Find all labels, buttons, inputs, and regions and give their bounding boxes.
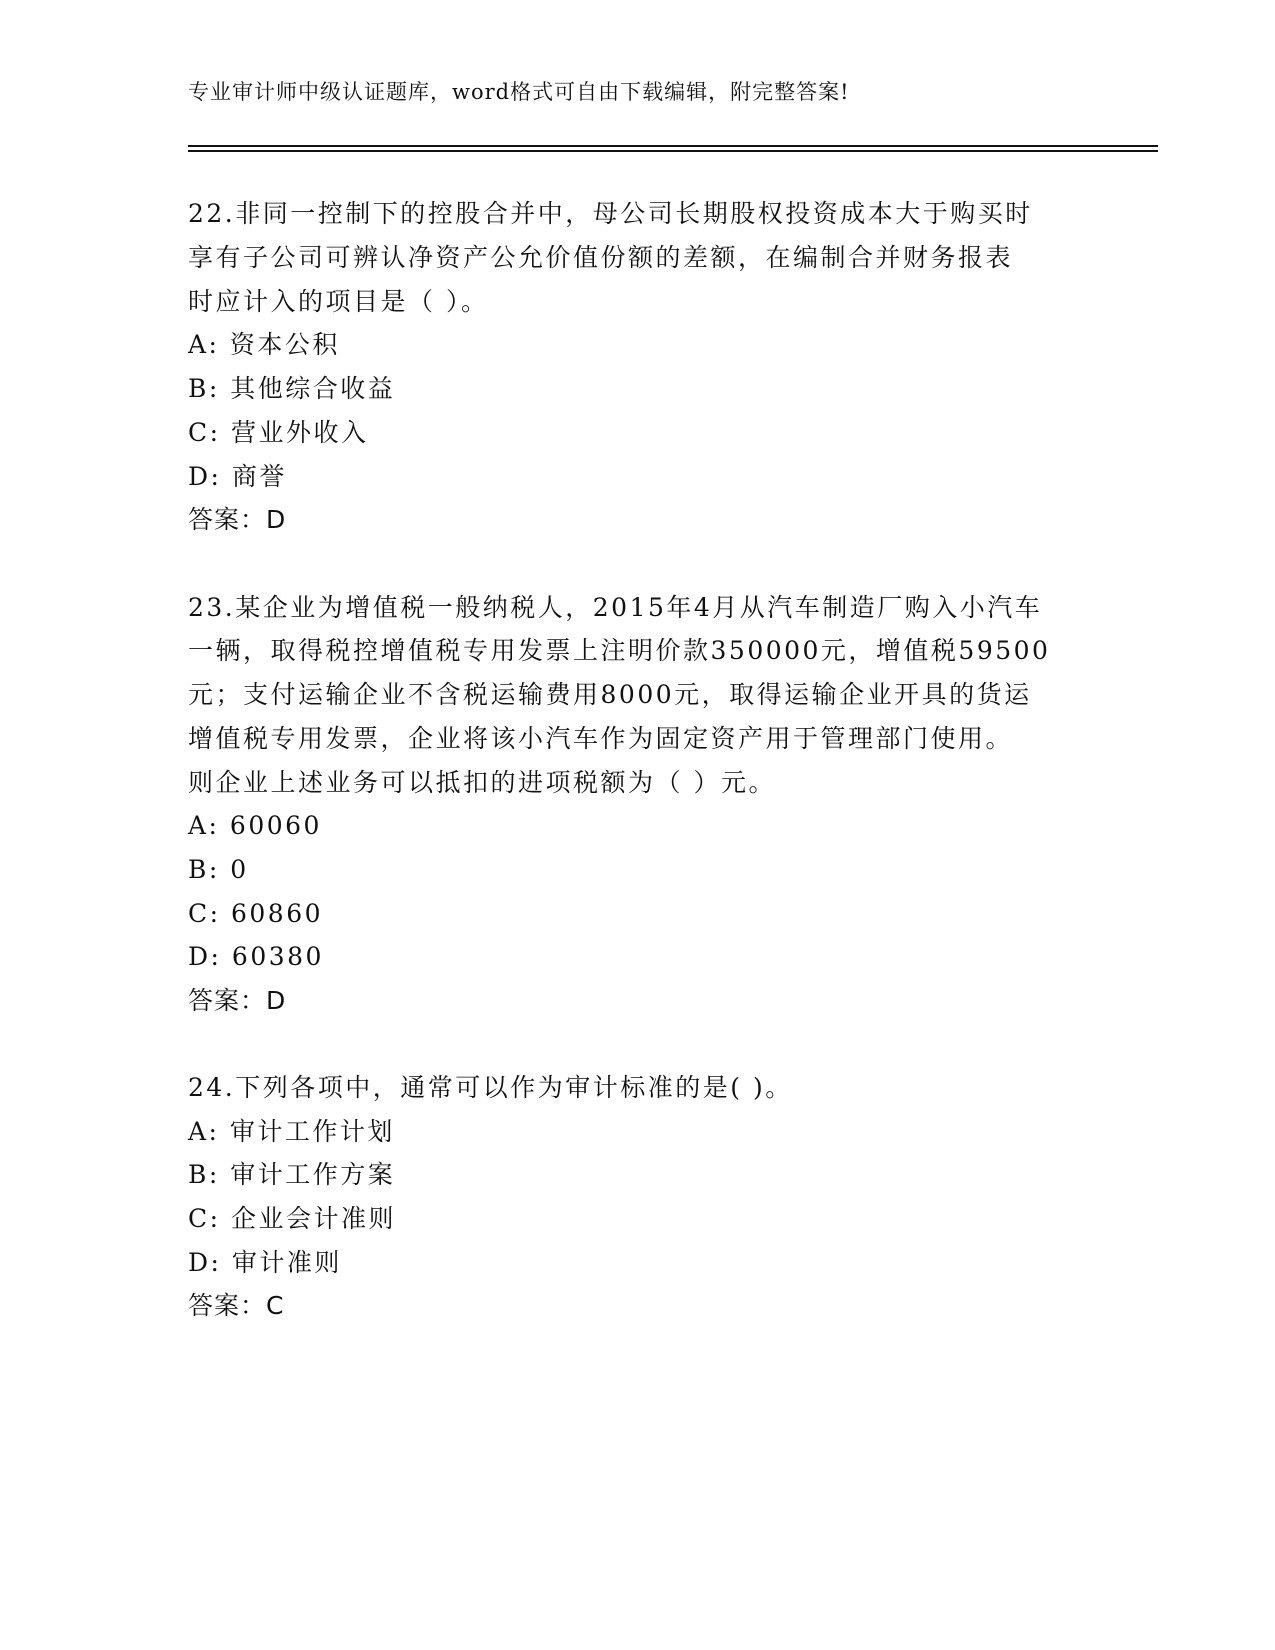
question-24-answer: 答案：C — [188, 1291, 285, 1320]
question-23-option-a: A: 60060 — [188, 811, 322, 840]
question-23-option-b: B: 0 — [188, 855, 249, 884]
question-22-option-a: A: 资本公积 — [188, 330, 340, 359]
question-23-option-d: D: 60380 — [188, 942, 324, 971]
question-24-option-d: D: 审计准则 — [188, 1248, 342, 1277]
question-24-stem-line-1: 24.下列各项中，通常可以作为审计标准的是( )。 — [188, 1073, 793, 1102]
question-22-option-c: C: 营业外收入 — [188, 418, 369, 447]
question-22-stem-line-1: 22.非同一控制下的控股合并中，母公司长期股权投资成本大于购买时 — [188, 199, 1033, 228]
header-rule-bottom — [188, 150, 1158, 152]
header-rule-top — [188, 145, 1158, 147]
question-23-answer: 答案：D — [188, 986, 287, 1015]
question-24-option-c: C: 企业会计准则 — [188, 1204, 396, 1233]
question-22-stem-line-2: 享有子公司可辨认净资产公允价值份额的差额，在编制合并财务报表 — [188, 243, 1014, 272]
question-23-option-c: C: 60860 — [188, 899, 324, 928]
question-23-stem-line-4: 增值税专用发票，企业将该小汽车作为固定资产用于管理部门使用。 — [188, 724, 1014, 753]
question-23-stem-line-3: 元；支付运输企业不含税运输费用8000元，取得运输企业开具的货运 — [188, 680, 1032, 709]
question-22-option-b: B: 其他综合收益 — [188, 374, 396, 403]
question-24-option-b: B: 审计工作方案 — [188, 1160, 396, 1189]
question-23-stem-line-1: 23.某企业为增值税一般纳税人，2015年4月从汽车制造厂购入小汽车 — [188, 593, 1043, 622]
question-23-stem-line-5: 则企业上述业务可以抵扣的进项税额为（ ）元。 — [188, 768, 776, 797]
question-22-option-d: D: 商誉 — [188, 462, 287, 491]
question-22-stem-line-3: 时应计入的项目是（ ）。 — [188, 287, 489, 316]
question-24-option-a: A: 审计工作计划 — [188, 1117, 395, 1146]
page-header: 专业审计师中级认证题库，word格式可自由下载编辑，附完整答案! — [188, 80, 850, 104]
question-23-stem-line-2: 一辆，取得税控增值税专用发票上注明价款350000元，增值税59500 — [188, 636, 1051, 665]
question-22-answer: 答案：D — [188, 505, 287, 534]
